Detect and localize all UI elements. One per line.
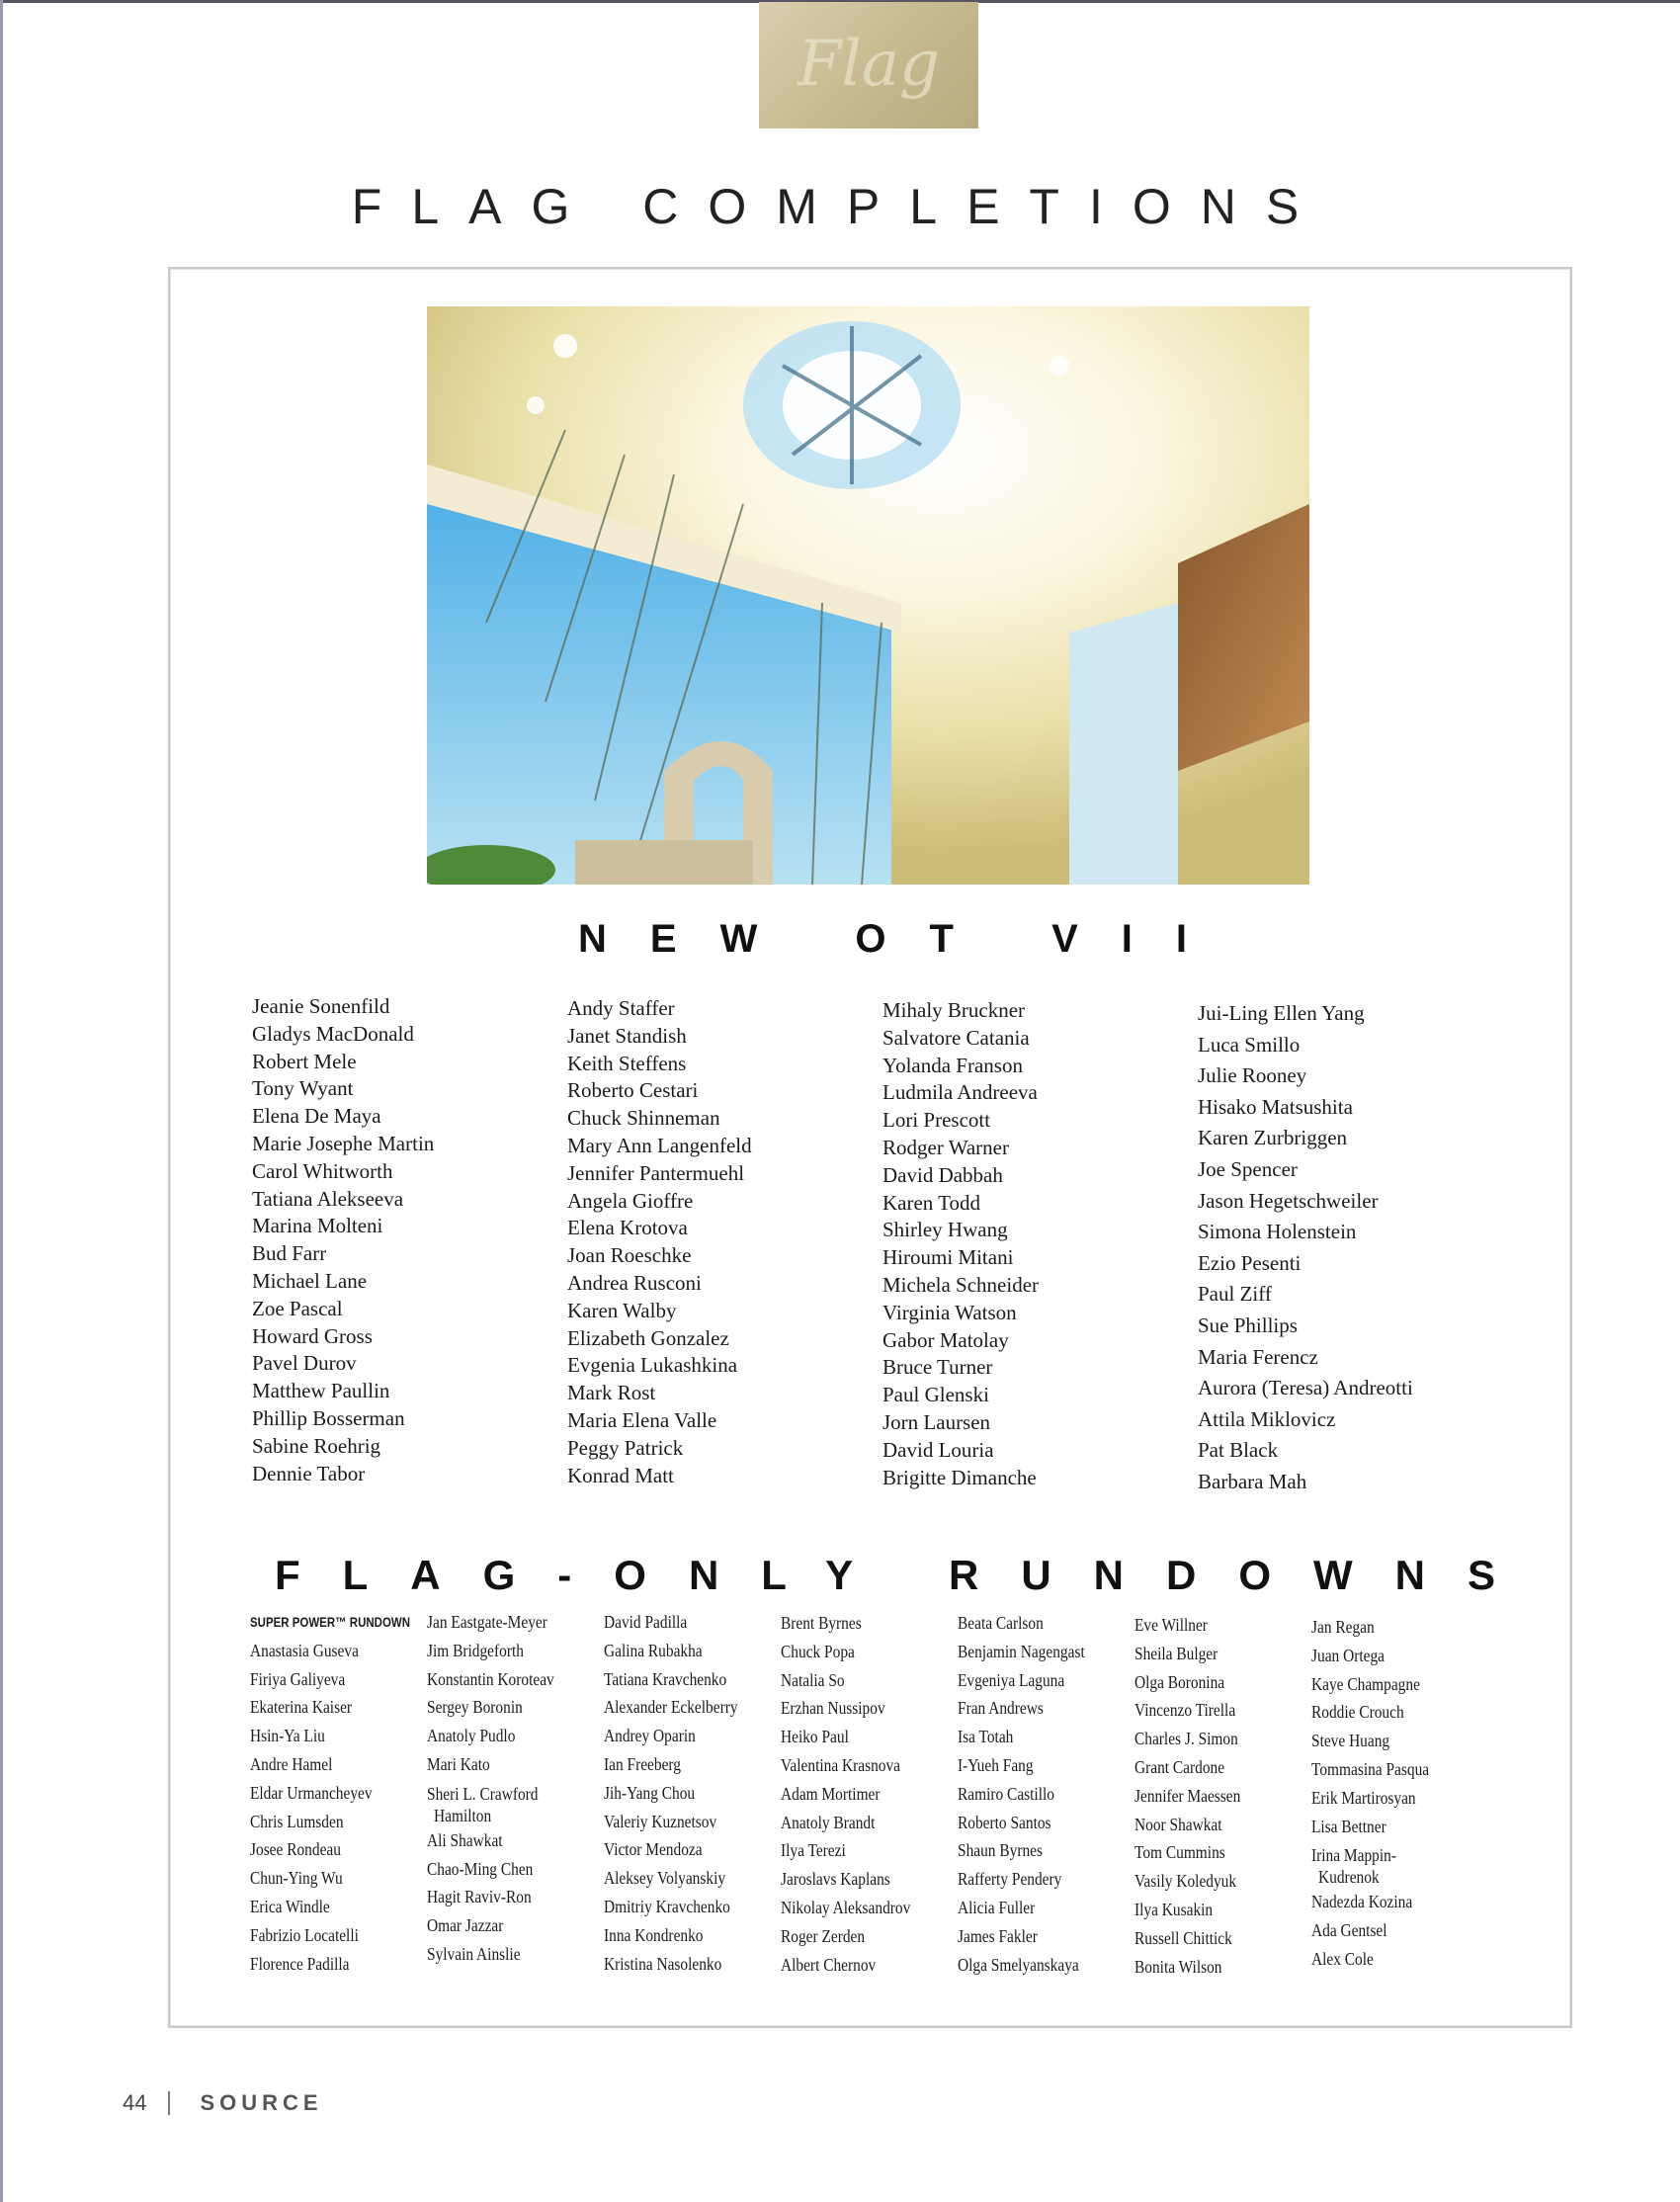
list-item: Howard Gross (252, 1323, 373, 1348)
list-item: Firiya Galiyeva (250, 1668, 346, 1689)
list-item: Ian Freeberg (604, 1753, 681, 1774)
list-item: Michela Schneider (882, 1272, 1040, 1297)
list-item: Ludmila Andreeva (882, 1080, 1038, 1105)
list-item: Vasily Koledyuk (1134, 1871, 1237, 1892)
list-item: Karen Walby (567, 1298, 677, 1322)
list-item: Kristina Nasolenko (604, 1953, 722, 1974)
list-item: Chuck Popa (781, 1641, 855, 1661)
list-item: Alex Cole (1311, 1948, 1374, 1969)
list-item: Beata Carlson (958, 1613, 1044, 1633)
list-item: Bonita Wilson (1134, 1956, 1222, 1977)
list-item: Aleksey Volyanskiy (604, 1868, 726, 1889)
flag-logo (759, 2, 978, 128)
list-item: Natalia So (781, 1669, 845, 1690)
list-item: Brigitte Dimanche (882, 1465, 1037, 1489)
list-item: Jennifer Maessen (1134, 1785, 1241, 1806)
list-item: Sheila Bulger (1134, 1643, 1218, 1663)
list-item: Julie Rooney (1198, 1063, 1307, 1088)
list-item: Russell Chittick (1134, 1927, 1232, 1948)
list-item: Adam Mortimer (781, 1783, 881, 1804)
list-item: Pat Black (1198, 1438, 1279, 1463)
list-item: Jeanie Sonenfild (252, 994, 390, 1018)
list-item: Nikolay Aleksandrov (781, 1897, 911, 1917)
list-item: Andrey Oparin (604, 1726, 696, 1746)
list-item: Fran Andrews (958, 1698, 1044, 1719)
list-item: Elizabeth Gonzalez (567, 1325, 729, 1350)
list-item: Elena De Maya (252, 1104, 381, 1129)
list-item: Fabrizio Locatelli (250, 1924, 359, 1945)
list-item: Erica Windle (250, 1896, 330, 1916)
rundowns-column-6 (1134, 1611, 1255, 1981)
list-item: Carol Whitworth (252, 1158, 393, 1183)
list-item: Angela Gioffre (567, 1188, 694, 1213)
list-item: Matthew Paullin (252, 1379, 390, 1403)
list-item: Kaye Champagne (1311, 1673, 1420, 1694)
list-item: Attila Miklovicz (1198, 1406, 1336, 1431)
list-item: Barbara Mah (1198, 1469, 1307, 1493)
list-item: Ali Shawkat (427, 1829, 503, 1850)
list-item: Marina Molteni (252, 1214, 383, 1238)
list-item: Jennifer Pantermuehl (567, 1160, 745, 1185)
list-item: Shirley Hwang (882, 1218, 1008, 1242)
list-item: Chao-Ming Chen (427, 1858, 534, 1879)
list-item: Evgenia Lukashkina (567, 1353, 738, 1378)
rundowns-column-2 (427, 1608, 571, 1969)
list-item: Andy Staffer (567, 996, 675, 1020)
list-item: Ilya Kusakin (1134, 1899, 1214, 1919)
list-item: Joe Spencer (1198, 1156, 1298, 1181)
list-item: Bud Farr (252, 1241, 327, 1266)
list-item: Tatiana Alekseeva (252, 1186, 404, 1211)
list-item: Sabine Roehrig (252, 1433, 381, 1458)
rundowns-column-5 (958, 1609, 1102, 1979)
rundowns-column-3 (604, 1608, 756, 1978)
list-item: Valeriy Kuznetsov (604, 1811, 717, 1831)
list-item: Alicia Fuller (958, 1897, 1036, 1917)
list-item: Peggy Patrick (567, 1435, 684, 1460)
list-item: Eve Willner (1134, 1615, 1208, 1635)
list-item: Bruce Turner (882, 1355, 993, 1380)
list-item: Hamilton (434, 1805, 492, 1825)
list-item: Florence Padilla (250, 1953, 350, 1974)
list-item: Lisa Bettner (1311, 1816, 1386, 1836)
list-item: Kudrenok (1318, 1867, 1380, 1888)
list-item: Anatoly Pudlo (427, 1726, 516, 1746)
list-item: Maria Ferencz (1198, 1344, 1318, 1369)
list-item: Janet Standish (567, 1023, 687, 1048)
list-item: Robert Mele (252, 1049, 357, 1073)
list-item: Noor Shawkat (1134, 1814, 1222, 1834)
list-item: Jui-Ling Ellen Yang (1198, 1001, 1365, 1025)
list-item: Ramiro Castillo (958, 1783, 1054, 1804)
list-item: Andre Hamel (250, 1753, 333, 1774)
new-ot-heading: NEW OT VII (578, 917, 1230, 961)
list-item: Roberto Cestari (567, 1078, 699, 1103)
new-ot-column-1 (252, 993, 434, 1487)
super-power-label: SUPER POWER™ RUNDOWN (250, 1614, 411, 1630)
list-item: Marie Josephe Martin (252, 1131, 435, 1155)
list-item: Omar Jazzar (427, 1915, 504, 1936)
rundowns-column-1 (250, 1608, 446, 1978)
list-item: Juan Ortega (1311, 1645, 1385, 1665)
list-item: Grant Cardone (1134, 1756, 1225, 1777)
list-item: Vincenzo Tirella (1134, 1700, 1236, 1721)
list-item: Sylvain Ainslie (427, 1943, 521, 1964)
list-item: Sergey Boronin (427, 1697, 523, 1718)
list-item: Irina Mappin- (1311, 1845, 1396, 1866)
list-item: Josee Rondeau (250, 1839, 341, 1860)
list-item: Roberto Santos (958, 1812, 1051, 1832)
list-item: Charles J. Simon (1134, 1729, 1238, 1749)
list-item: Hisako Matsushita (1198, 1094, 1353, 1119)
list-item: Heiko Paul (781, 1727, 849, 1747)
list-item: Mari Kato (427, 1753, 490, 1774)
list-item: Erzhan Nussipov (781, 1698, 885, 1719)
list-item: Sue Phillips (1198, 1313, 1298, 1337)
list-item: Elena Krotova (567, 1216, 688, 1240)
list-item: Rodger Warner (882, 1135, 1009, 1159)
list-item: I-Yueh Fang (958, 1754, 1034, 1775)
list-item: Hiroumi Mitani (882, 1245, 1014, 1270)
list-item: Ezio Pesenti (1198, 1250, 1302, 1275)
list-item: Nadezda Kozina (1311, 1892, 1413, 1912)
list-item: Mihaly Bruckner (882, 998, 1026, 1022)
list-item: Chuck Shinneman (567, 1106, 720, 1131)
rundowns-heading: FLAG-ONLY RUNDOWNS (275, 1552, 1538, 1598)
list-item: Virginia Watson (882, 1300, 1017, 1324)
rundowns-column-7 (1311, 1613, 1445, 1974)
list-item: Salvatore Catania (882, 1025, 1030, 1050)
list-item: Inna Kondrenko (604, 1924, 704, 1945)
list-item: Albert Chernov (781, 1954, 877, 1975)
magazine-name: SOURCE (200, 2090, 323, 2115)
list-item: Benjamin Nagengast (958, 1641, 1085, 1661)
list-item: Roddie Crouch (1311, 1702, 1404, 1723)
list-item: Valentina Krasnova (781, 1754, 901, 1775)
list-item: Konrad Matt (567, 1463, 674, 1487)
list-item: Tom Cummins (1134, 1842, 1225, 1863)
list-item: Pavel Durov (252, 1351, 357, 1376)
list-item: Jorn Laursen (882, 1409, 991, 1434)
list-item: Maria Elena Valle (567, 1407, 717, 1432)
list-item: Tatiana Kravchenko (604, 1668, 727, 1689)
list-item: Gabor Matolay (882, 1327, 1009, 1352)
new-ot-column-3 (882, 997, 1039, 1491)
rundowns-column-4 (781, 1609, 928, 1979)
list-item: Mark Rost (567, 1381, 656, 1405)
list-item: Paul Ziff (1198, 1282, 1272, 1307)
list-item: James Fakler (958, 1925, 1038, 1946)
list-item: Eldar Urmancheyev (250, 1782, 373, 1803)
list-item: Michael Lane (252, 1268, 368, 1293)
flag-logo-script (770, 16, 967, 115)
footer-divider (168, 2091, 170, 2115)
list-item: Dennie Tabor (252, 1461, 366, 1485)
list-item: Tommasina Pasqua (1311, 1758, 1430, 1779)
list-item: Galina Rubakha (604, 1640, 703, 1660)
list-item: Olga Smelyanskaya (958, 1954, 1079, 1975)
list-item: Anastasia Guseva (250, 1640, 359, 1660)
list-item: Anatoly Brandt (781, 1812, 876, 1832)
svg-text:Flag: Flag (798, 28, 940, 101)
list-item: Rafferty Pendery (958, 1869, 1062, 1890)
list-item: Aurora (Teresa) Andreotti (1198, 1376, 1413, 1400)
list-item: Gladys MacDonald (252, 1021, 414, 1046)
list-item: Isa Totah (958, 1727, 1014, 1747)
new-ot-column-2 (567, 995, 752, 1489)
list-item: David Louria (882, 1437, 994, 1462)
list-item: Sheri L. Crawford (427, 1783, 539, 1804)
list-item: Ilya Terezi (781, 1840, 846, 1861)
list-item: Jih-Yang Chou (604, 1782, 696, 1803)
list-item: Alexander Eckelberry (604, 1697, 738, 1718)
page-footer (123, 2090, 323, 2116)
list-item: Jan Regan (1311, 1617, 1375, 1637)
list-item: David Padilla (604, 1612, 688, 1632)
list-item: Roger Zerden (781, 1925, 866, 1946)
list-item: Jim Bridgeforth (427, 1640, 524, 1660)
new-ot-column-4 (1198, 998, 1413, 1498)
list-item: Shaun Byrnes (958, 1840, 1043, 1861)
list-item: Keith Steffens (567, 1051, 687, 1075)
list-item: Olga Boronina (1134, 1671, 1225, 1692)
list-item: Karen Todd (882, 1190, 981, 1215)
list-item: Ekaterina Kaiser (250, 1697, 353, 1718)
list-item: Erik Martirosyan (1311, 1787, 1416, 1808)
page-title: FLAG COMPLETIONS (351, 179, 1329, 234)
list-item: Konstantin Koroteav (427, 1668, 554, 1689)
list-item: Dmitriy Kravchenko (604, 1896, 730, 1916)
list-item: David Dabbah (882, 1162, 1003, 1187)
list-item: Hsin-Ya Liu (250, 1726, 325, 1746)
list-item: Chris Lumsden (250, 1811, 344, 1831)
list-item: Karen Zurbriggen (1198, 1126, 1348, 1150)
list-item: Lori Prescott (882, 1108, 991, 1133)
list-item: Jaroslavs Kaplans (781, 1869, 890, 1890)
list-item: Hagit Raviv-Ron (427, 1887, 532, 1907)
list-item: Luca Smillo (1198, 1032, 1301, 1057)
list-item: Jan Eastgate-Meyer (427, 1612, 547, 1632)
list-item: Chun-Ying Wu (250, 1868, 343, 1889)
list-item: Simona Holenstein (1198, 1220, 1357, 1244)
list-item: Tony Wyant (252, 1076, 354, 1101)
list-item: Ada Gentsel (1311, 1920, 1387, 1941)
list-item: Steve Huang (1311, 1731, 1390, 1751)
page-number: 44 (123, 2090, 147, 2115)
list-item: Jason Hegetschweiler (1198, 1188, 1379, 1213)
list-item: Yolanda Franson (882, 1053, 1023, 1077)
list-item: Evgeniya Laguna (958, 1669, 1065, 1690)
page-edge-left (0, 0, 3, 2202)
list-item: Paul Glenski (882, 1383, 989, 1407)
atrium-photo (427, 306, 1309, 885)
list-item: Phillip Bosserman (252, 1405, 405, 1430)
list-item: Mary Ann Langenfeld (567, 1133, 752, 1157)
list-item: Zoe Pascal (252, 1296, 343, 1320)
list-item: Andrea Rusconi (567, 1270, 702, 1295)
list-item: Victor Mendoza (604, 1839, 703, 1860)
list-item: Joan Roeschke (567, 1243, 692, 1268)
list-item: Brent Byrnes (781, 1613, 862, 1633)
